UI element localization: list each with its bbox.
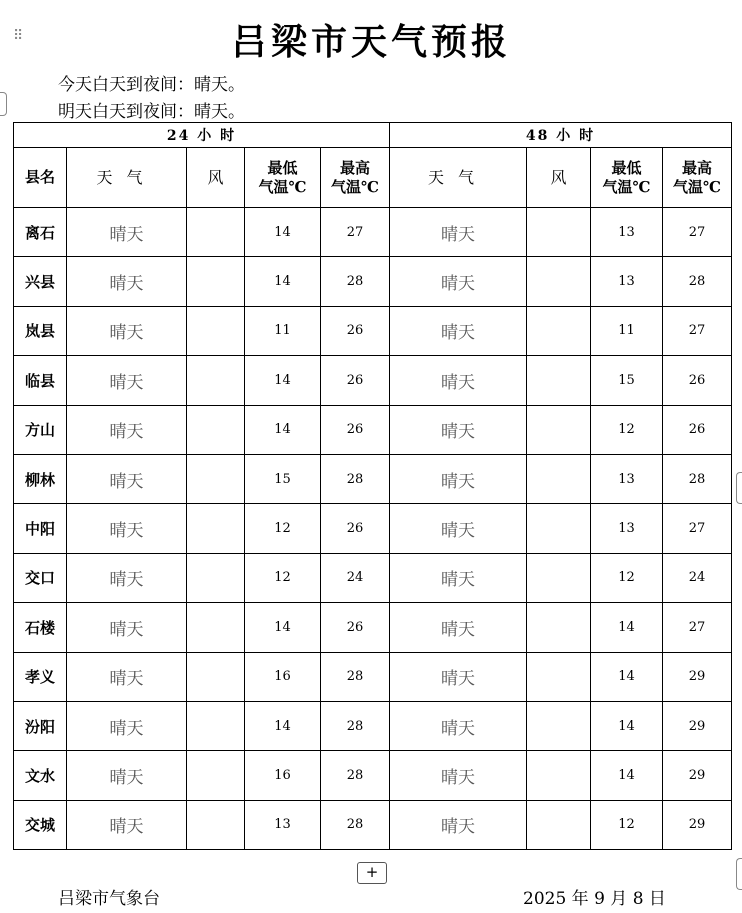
max-temp-24-cell[interactable]: 28 (321, 800, 390, 849)
header-county: 县名 (14, 148, 67, 208)
table-row (14, 257, 732, 306)
min-temp-48-cell[interactable]: 13 (591, 454, 663, 503)
min-temp-24-cell[interactable]: 11 (245, 306, 321, 355)
max-temp-48-cell[interactable]: 29 (663, 652, 732, 701)
wind-24-cell[interactable] (187, 553, 245, 602)
table-row (14, 751, 732, 800)
min-temp-48-cell[interactable]: 11 (591, 306, 663, 355)
today-summary: 今天白天到夜间：晴天。 (58, 75, 245, 95)
wind-48-cell[interactable] (527, 454, 591, 503)
min-temp-48-cell[interactable]: 12 (591, 553, 663, 602)
weather-24-cell[interactable]: 晴天 (67, 553, 187, 602)
county-cell[interactable]: 柳林 (14, 454, 67, 503)
wind-48-cell[interactable] (527, 208, 591, 257)
min-temp-48-cell[interactable]: 14 (591, 603, 663, 652)
right-edge-marker[interactable] (736, 858, 742, 890)
max-temp-48-cell[interactable]: 26 (663, 405, 732, 454)
max-temp-48-cell[interactable]: 28 (663, 257, 732, 306)
weather-48-cell[interactable]: 晴天 (390, 701, 527, 750)
max-temp-24-cell[interactable]: 24 (321, 553, 390, 602)
weather-24-cell[interactable]: 晴天 (67, 257, 187, 306)
max-temp-48-cell[interactable]: 27 (663, 208, 732, 257)
wind-24-cell[interactable] (187, 800, 245, 849)
add-row-button[interactable]: + (357, 862, 387, 884)
wind-24-cell[interactable] (187, 356, 245, 405)
weather-48-cell[interactable]: 晴天 (390, 603, 527, 652)
header-min-48: 最低 气温℃ (591, 148, 663, 208)
header-wind-48: 风 (527, 148, 591, 208)
max-temp-24-cell[interactable]: 28 (321, 701, 390, 750)
max-temp-48-cell[interactable]: 29 (663, 800, 732, 849)
wind-24-cell[interactable] (187, 454, 245, 503)
wind-48-cell[interactable] (527, 652, 591, 701)
county-cell[interactable]: 汾阳 (14, 701, 67, 750)
max-temp-24-cell[interactable]: 28 (321, 652, 390, 701)
county-cell[interactable]: 孝义 (14, 652, 67, 701)
wind-24-cell[interactable] (187, 652, 245, 701)
max-temp-24-cell[interactable]: 26 (321, 306, 390, 355)
table-row (14, 603, 732, 652)
wind-48-cell[interactable] (527, 701, 591, 750)
wind-48-cell[interactable] (527, 751, 591, 800)
wind-48-cell[interactable] (527, 306, 591, 355)
max-temp-48-cell[interactable]: 29 (663, 701, 732, 750)
max-temp-24-cell[interactable]: 28 (321, 257, 390, 306)
header-wind-24: 风 (187, 148, 245, 208)
weather-24-cell[interactable]: 晴天 (67, 701, 187, 750)
weather-24-cell[interactable]: 晴天 (67, 208, 187, 257)
county-cell[interactable]: 交城 (14, 800, 67, 849)
weather-24-cell[interactable]: 晴天 (67, 652, 187, 701)
table-row (14, 405, 732, 454)
wind-48-cell[interactable] (527, 356, 591, 405)
min-temp-48-cell[interactable]: 15 (591, 356, 663, 405)
wind-48-cell[interactable] (527, 553, 591, 602)
county-cell[interactable]: 离石 (14, 208, 67, 257)
wind-24-cell[interactable] (187, 603, 245, 652)
weather-24-cell[interactable]: 晴天 (67, 603, 187, 652)
right-edge-marker[interactable] (736, 472, 742, 504)
min-temp-48-cell[interactable]: 13 (591, 257, 663, 306)
min-temp-24-cell[interactable]: 13 (245, 800, 321, 849)
weather-48-cell[interactable]: 晴天 (390, 751, 527, 800)
min-temp-24-cell[interactable]: 12 (245, 504, 321, 553)
weather-48-cell[interactable]: 晴天 (390, 257, 527, 306)
table-row (14, 553, 732, 602)
county-cell[interactable]: 交口 (14, 553, 67, 602)
drag-handle-icon[interactable]: ⠿ (13, 28, 24, 44)
max-temp-48-cell[interactable]: 24 (663, 553, 732, 602)
weather-24-cell[interactable]: 晴天 (67, 751, 187, 800)
issuer-name: 吕梁市气象台 (58, 889, 160, 909)
header-48h: 48 小 时 (390, 123, 732, 148)
min-temp-48-cell[interactable]: 12 (591, 405, 663, 454)
county-cell[interactable]: 兴县 (14, 257, 67, 306)
header-weather-48: 天气 (390, 148, 527, 208)
min-temp-48-cell[interactable]: 13 (591, 504, 663, 553)
weather-24-cell[interactable]: 晴天 (67, 454, 187, 503)
weather-48-cell[interactable]: 晴天 (390, 553, 527, 602)
wind-24-cell[interactable] (187, 504, 245, 553)
wind-48-cell[interactable] (527, 405, 591, 454)
max-temp-24-cell[interactable]: 26 (321, 603, 390, 652)
forecast-table (13, 122, 732, 850)
wind-24-cell[interactable] (187, 751, 245, 800)
max-temp-24-cell[interactable]: 26 (321, 504, 390, 553)
wind-24-cell[interactable] (187, 208, 245, 257)
table-row (14, 454, 732, 503)
min-temp-48-cell[interactable]: 14 (591, 652, 663, 701)
max-temp-48-cell[interactable]: 26 (663, 356, 732, 405)
wind-24-cell[interactable] (187, 306, 245, 355)
max-temp-24-cell[interactable]: 26 (321, 356, 390, 405)
weather-48-cell[interactable]: 晴天 (390, 356, 527, 405)
min-temp-24-cell[interactable]: 14 (245, 208, 321, 257)
max-temp-24-cell[interactable]: 28 (321, 454, 390, 503)
county-cell[interactable]: 方山 (14, 405, 67, 454)
wind-48-cell[interactable] (527, 800, 591, 849)
county-cell[interactable]: 临县 (14, 356, 67, 405)
min-temp-24-cell[interactable]: 14 (245, 603, 321, 652)
max-temp-24-cell[interactable]: 28 (321, 751, 390, 800)
weather-24-cell[interactable]: 晴天 (67, 504, 187, 553)
weather-48-cell[interactable]: 晴天 (390, 504, 527, 553)
wind-48-cell[interactable] (527, 603, 591, 652)
max-temp-48-cell[interactable]: 27 (663, 504, 732, 553)
max-temp-48-cell[interactable]: 29 (663, 751, 732, 800)
table-row (14, 208, 732, 257)
tomorrow-summary: 明天白天到夜间：晴天。 (58, 102, 245, 122)
weather-48-cell[interactable]: 晴天 (390, 405, 527, 454)
header-max-24: 最高 气温℃ (321, 148, 390, 208)
weather-24-cell[interactable]: 晴天 (67, 800, 187, 849)
max-temp-48-cell[interactable]: 28 (663, 454, 732, 503)
max-temp-48-cell[interactable]: 27 (663, 603, 732, 652)
max-temp-24-cell[interactable]: 26 (321, 405, 390, 454)
weather-24-cell[interactable]: 晴天 (67, 306, 187, 355)
min-temp-48-cell[interactable]: 12 (591, 800, 663, 849)
county-cell[interactable]: 文水 (14, 751, 67, 800)
county-cell[interactable]: 中阳 (14, 504, 67, 553)
min-temp-24-cell[interactable]: 16 (245, 751, 321, 800)
table-row (14, 356, 732, 405)
min-temp-48-cell[interactable]: 14 (591, 701, 663, 750)
min-temp-48-cell[interactable]: 14 (591, 751, 663, 800)
min-temp-24-cell[interactable]: 12 (245, 553, 321, 602)
wind-24-cell[interactable] (187, 257, 245, 306)
wind-24-cell[interactable] (187, 701, 245, 750)
header-min-24: 最低 气温℃ (245, 148, 321, 208)
weather-24-cell[interactable]: 晴天 (67, 356, 187, 405)
table-row (14, 504, 732, 553)
wind-48-cell[interactable] (527, 504, 591, 553)
min-temp-24-cell[interactable]: 14 (245, 701, 321, 750)
weather-48-cell[interactable]: 晴天 (390, 454, 527, 503)
min-temp-48-cell[interactable]: 13 (591, 208, 663, 257)
min-temp-24-cell[interactable]: 16 (245, 652, 321, 701)
weather-24-cell[interactable]: 晴天 (67, 405, 187, 454)
table-row (14, 652, 732, 701)
header-weather-24: 天气 (67, 148, 187, 208)
county-cell[interactable]: 石楼 (14, 603, 67, 652)
weather-48-cell[interactable]: 晴天 (390, 306, 527, 355)
weather-48-cell[interactable]: 晴天 (390, 208, 527, 257)
header-24h: 24 小 时 (14, 123, 390, 148)
weather-48-cell[interactable]: 晴天 (390, 652, 527, 701)
table-row (14, 306, 732, 355)
wind-24-cell[interactable] (187, 405, 245, 454)
min-temp-24-cell[interactable]: 14 (245, 405, 321, 454)
header-max-48: 最高 气温℃ (663, 148, 732, 208)
min-temp-24-cell[interactable]: 15 (245, 454, 321, 503)
max-temp-24-cell[interactable]: 27 (321, 208, 390, 257)
wind-48-cell[interactable] (527, 257, 591, 306)
left-edge-marker[interactable] (0, 92, 7, 116)
min-temp-24-cell[interactable]: 14 (245, 356, 321, 405)
table-row (14, 800, 732, 849)
max-temp-48-cell[interactable]: 27 (663, 306, 732, 355)
min-temp-24-cell[interactable]: 14 (245, 257, 321, 306)
table-row (14, 701, 732, 750)
issue-date: 2025 年 9 月 8 日 (523, 889, 666, 909)
page-title: 吕梁市天气预报 (230, 21, 511, 63)
weather-48-cell[interactable]: 晴天 (390, 800, 527, 849)
county-cell[interactable]: 岚县 (14, 306, 67, 355)
